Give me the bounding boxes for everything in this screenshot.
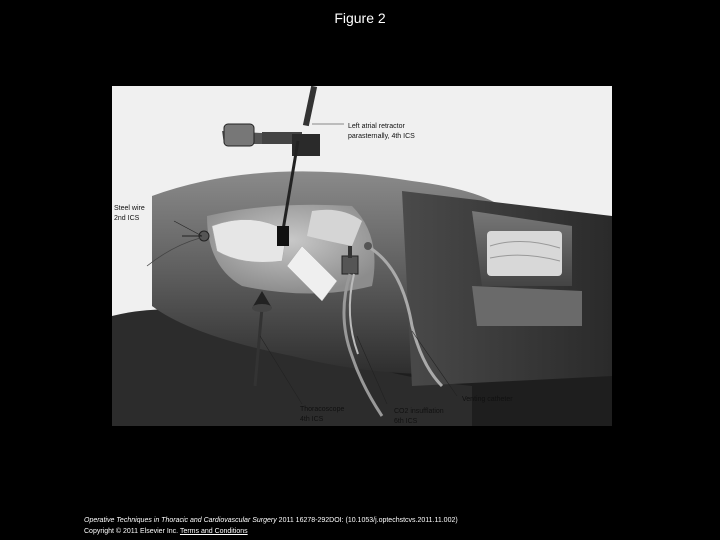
steel-wire-label-line1: Steel wire — [114, 205, 145, 212]
citation — [84, 515, 458, 527]
retractor-label-line1: Left atrial retractor — [348, 123, 405, 130]
surgical-illustration — [112, 86, 612, 426]
terms-and-conditions-link[interactable]: Terms and Conditions — [179, 528, 248, 535]
journal-name: Operative Techniques in Thoracic and Cardiovascular Surgery — [84, 517, 277, 524]
citation-details: 2011 16278-292DOI: (10.1053/j.optechstcvs.2011.11.002) — [276, 517, 458, 524]
slide-title: Figure 2 — [334, 10, 386, 26]
copyright-text: Copyright © 2011 Elsevier Inc. — [84, 528, 180, 535]
retractor-label-line2: parasternally, 4th ICS — [348, 133, 415, 140]
thoracoscope-label-line2: 4th ICS — [300, 416, 324, 423]
thoracoscope-label-line1: Thoracoscope — [300, 406, 345, 413]
co2-label-line2: 6th ICS — [394, 418, 418, 425]
copyright-line — [84, 528, 248, 535]
co2-label-line1: CO2 insufflation — [394, 408, 444, 415]
venting-catheter-label: Venting catheter — [462, 396, 513, 403]
steel-wire-label-line2: 2nd ICS — [114, 215, 140, 222]
